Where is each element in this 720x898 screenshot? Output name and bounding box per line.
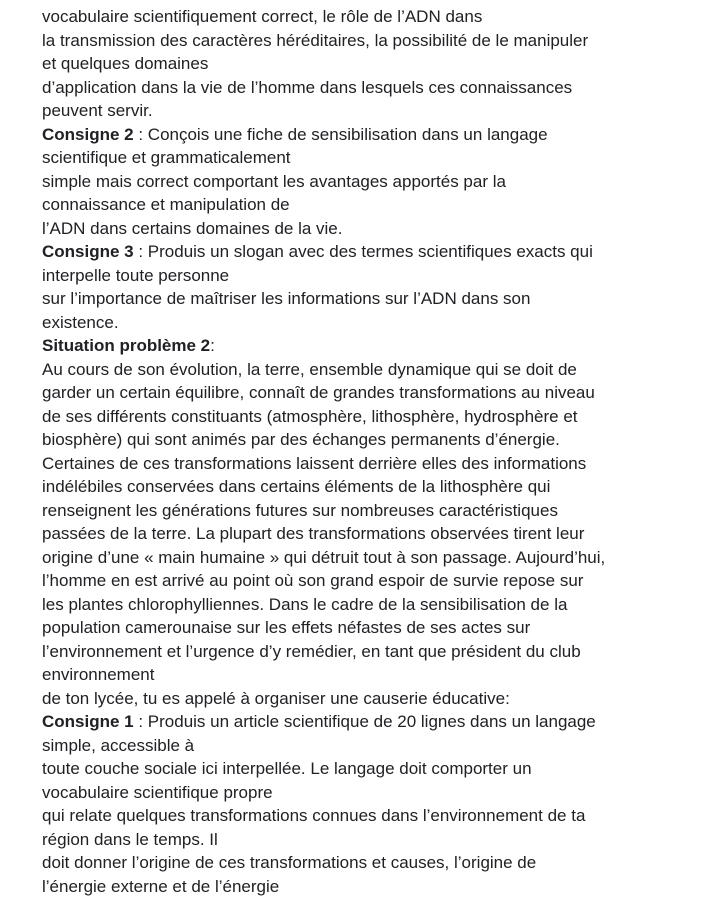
- text-line: [42, 804, 706, 828]
- line-text: l’ADN dans certains domaines de la vie.: [42, 218, 343, 238]
- text-line: [42, 405, 706, 429]
- bold-label: Situation problème 2: [42, 336, 211, 355]
- text-line: [42, 875, 706, 898]
- bold-label: Consigne 3: [42, 242, 134, 261]
- text-line: [42, 452, 706, 476]
- text-line: [42, 734, 706, 758]
- bold-label: Consigne 1: [42, 712, 134, 731]
- text-line: [42, 757, 706, 781]
- line-text: Certaines de ces transformations laissent derrière elles des informations: [42, 453, 587, 473]
- text-line: [42, 99, 706, 123]
- line-text: scientifique et grammaticalement: [42, 148, 291, 167]
- line-text: sur l’importance de maîtriser les informations sur l’ADN dans son: [42, 289, 531, 308]
- text-line: [42, 240, 706, 264]
- line-text: Au cours de son évolution, la terre, ensemble dynamique qui se doit de: [42, 359, 577, 379]
- text-line: [42, 569, 706, 593]
- text-line: [42, 123, 706, 147]
- line-text: toute couche sociale ici interpellée. Le langage doit comporter un: [42, 759, 532, 778]
- line-text: connaissance et manipulation de: [42, 195, 290, 214]
- text-line: [42, 828, 706, 852]
- line-text: l’homme en est arrivé au point où son grand espoir de survie repose sur: [42, 571, 584, 590]
- line-text: biosphère) qui sont animés par des échanges permanents d’énergie.: [42, 430, 560, 449]
- text-line: [42, 334, 706, 358]
- line-text: renseignent les générations futures sur nombreuses caractéristiques: [42, 500, 558, 520]
- text-line: [42, 264, 706, 288]
- text-line: [42, 687, 706, 711]
- line-text: garder un certain équilibre, connaît de grandes transformations au niveau: [42, 383, 595, 402]
- text-line: [42, 475, 706, 499]
- line-text: région dans le temps. Il: [42, 829, 218, 849]
- line-text: passées de la terre. La plupart des transformations observées tirent leur: [42, 524, 585, 543]
- line-text: population camerounaise sur les effets néfastes de ses actes sur: [42, 618, 531, 637]
- text-line: [42, 217, 706, 241]
- text-line: [42, 710, 706, 734]
- text-line: [42, 522, 706, 546]
- text-line: [42, 146, 706, 170]
- line-text: de ton lycée, tu es appelé à organiser une causerie éducative:: [42, 688, 510, 708]
- line-text: la transmission des caractères héréditaires, la possibilité de le manipuler: [42, 30, 589, 50]
- text-line: [42, 5, 706, 29]
- text-line: [42, 428, 706, 452]
- text-line: [42, 781, 706, 805]
- line-text: existence.: [42, 312, 119, 332]
- line-text: origine d’une « main humaine » qui détruit tout à son passage. Aujourd’hui,: [42, 547, 606, 567]
- line-text: environnement: [42, 665, 155, 684]
- line-text: l’environnement et l’urgence d’y remédier, en tant que président du club: [42, 641, 581, 661]
- line-text: d’application dans la vie de l’homme dans lesquels ces connaissances: [42, 77, 573, 97]
- text-line: [42, 287, 706, 311]
- line-text: vocabulaire scientifiquement correct, le rôle de l’ADN dans: [42, 7, 483, 26]
- text-line: [42, 358, 706, 382]
- line-text: simple mais correct comportant les avantages apportés par la: [42, 171, 506, 191]
- line-text: de ses différents constituants (atmosphère, lithosphère, hydrosphère et: [42, 406, 578, 426]
- bold-label: Consigne 2: [42, 124, 134, 144]
- line-text: peuvent servir.: [42, 101, 153, 120]
- text-line: [42, 546, 706, 570]
- line-text: doit donner l’origine de ces transformations et causes, l’origine de: [42, 853, 537, 872]
- line-text: :: [210, 336, 215, 355]
- line-text: et quelques domaines: [42, 54, 209, 73]
- text-line: [42, 29, 706, 53]
- text-line: [42, 663, 706, 687]
- line-text: interpelle toute personne: [42, 265, 230, 285]
- text-line: [42, 311, 706, 335]
- line-text: vocabulaire scientifique propre: [42, 782, 273, 802]
- text-line: [42, 640, 706, 664]
- text-line: [42, 170, 706, 194]
- text-line: [42, 593, 706, 617]
- line-text: : Produis un slogan avec des termes scientifiques exacts qui: [133, 242, 593, 261]
- text-line: [42, 616, 706, 640]
- line-text: : Conçois une fiche de sensibilisation dans un langage: [133, 124, 548, 144]
- line-text: les plantes chlorophylliennes. Dans le cadre de la sensibilisation de la: [42, 594, 568, 614]
- text-line: [42, 76, 706, 100]
- line-text: : Produis un article scientifique de 20 lignes dans un langage: [133, 712, 596, 731]
- line-text: l’énergie externe et de l’énergie: [42, 876, 280, 896]
- text-line: [42, 52, 706, 76]
- text-line: [42, 193, 706, 217]
- text-line: [42, 381, 706, 405]
- text-line: [42, 499, 706, 523]
- line-text: qui relate quelques transformations connues dans l’environnement de ta: [42, 806, 586, 825]
- line-text: indélébiles conservées dans certains éléments de la lithosphère qui: [42, 477, 551, 496]
- line-text: simple, accessible à: [42, 735, 195, 755]
- text-line: [42, 851, 706, 875]
